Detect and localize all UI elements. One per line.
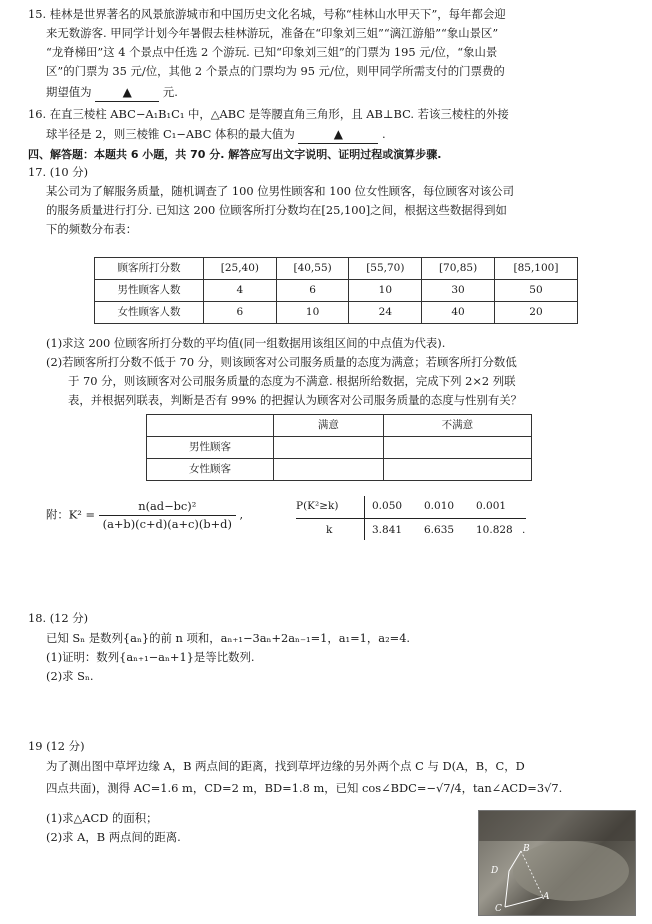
table-cell: 女性顾客 [147,459,274,481]
table-row [147,459,532,481]
table-header-cell: 满意 [274,415,384,437]
p-label: P(K²≥k) [296,500,339,512]
lawn-sketch [479,811,635,915]
k-value: 3.841 [372,524,403,536]
q17-header: 17. (10 分) [28,165,89,179]
table-divider [296,518,526,519]
table-row [95,302,578,324]
table-cell[interactable] [383,437,531,459]
q17-part-1: (1)求这 200 位顾客所打分数的平均值(同一组数据用该组区间的中点值为代表). [46,336,446,350]
table-cell: 10 [349,280,422,302]
q16-prefix: 球半径是 2，则三棱锥 C₁−ABC 体积的最大值为 [46,127,295,141]
k-label: k [326,524,333,536]
q15-line-2: 来无数游客. 甲同学计划今年暑假去桂林游玩，准备在“印象刘三姐”“漓江游船”“象山景区” [46,26,499,40]
q18-line-1: 已知 Sₙ 是数列{aₙ}的前 n 项和，aₙ₊₁−3aₙ+2aₙ₋₁=1，a₁=1，a₂=4. [46,631,411,645]
q19-header: 19 (12 分) [28,739,85,753]
formula-sep: , [239,507,244,522]
table-row [95,258,578,280]
table-cell[interactable] [383,459,531,481]
table-row [147,415,532,437]
table-cell: 20 [494,302,577,324]
q15-last-line [46,84,178,102]
table-cell: 女性顾客人数 [95,302,204,324]
table-header-cell: [40,55) [276,258,349,280]
q17-intro-3: 下的频数分布表： [46,222,138,236]
q15-line-4: 区”的门票为 35 元/位，其他 2 个景点的门票均为 95 元/位，则甲同学所需支付的门票费的 [46,64,505,78]
table-cell: 10 [276,302,349,324]
critical-value-table [296,496,526,542]
q16-suffix: . [381,127,386,141]
answer-blank[interactable]: ▲ [298,126,378,144]
q18-header: 18. (12 分) [28,611,89,625]
q17-intro-2: 的服务质量进行打分. 已知这 200 位顾客所打分数均在[25,100]之间，根据这些数据得到如 [46,203,507,217]
table-header-cell: [70,85) [422,258,495,280]
q15-suffix: 元. [162,85,178,99]
answer-blank[interactable]: ▲ [95,84,159,102]
table-cell: 50 [494,280,577,302]
table-header-cell: [25,40) [204,258,277,280]
point-label-a: A [543,892,550,902]
table-cell: 6 [204,302,277,324]
q16-line-2 [46,126,386,144]
fraction-denominator: (a+b)(c+d)(a+c)(b+d) [102,517,232,531]
q15-line-3: “龙脊梯田”这 4 个景点中任选 2 个游玩. 已知“印象刘三姐”的门票为 195 元/位，“象山景 [46,45,498,59]
p-value: 0.010 [424,500,455,512]
contingency-table [146,414,532,481]
q15-prefix: 期望值为 [46,85,92,99]
k-value: 10.828 [476,524,513,536]
formula-end: . [522,524,526,536]
q19-line-1: 为了测出图中草坪边缘 A，B 两点间的距离，找到草坪边缘的另外两个点 C 与 D(A，B，C，D [46,759,525,773]
q18-line-2: (1)证明：数列{aₙ₊₁−aₙ+1}是等比数列. [46,650,255,664]
table-cell: 30 [422,280,495,302]
table-cell: 24 [349,302,422,324]
table-header-cell: [55,70) [349,258,422,280]
point-label-b: B [523,844,530,854]
formula-label: 附：K² = [46,507,96,522]
q18-line-3: (2)求 Sₙ. [46,669,94,683]
point-label-c: C [495,904,502,914]
k-squared-fraction [99,498,236,533]
table-header-cell: [85,100] [494,258,577,280]
table-cell[interactable] [274,459,384,481]
table-cell: 40 [422,302,495,324]
p-value: 0.001 [476,500,507,512]
q19-line-2: 四点共面)，测得 AC=1.6 m，CD=2 m，BD=1.8 m，已知 cos∠BDC=−√7/4，tan∠ACD=3√7. [46,781,563,795]
q17-part-2-cont: 表，并根据列联表，判断是否有 99% 的把握认为顾客对公司服务质量的态度与性别有关？ [68,393,523,407]
table-cell: 4 [204,280,277,302]
q17-part-2: (2)若顾客所打分数不低于 70 分，则该顾客对公司服务质量的态度为满意；若顾客所打分数低 [46,355,517,369]
table-header-cell: 不满意 [383,415,531,437]
q17-intro-1: 某公司为了解服务质量，随机调查了 100 位男性顾客和 100 位女性顾客，每位顾客对该公司 [46,184,515,198]
table-header-cell [147,415,274,437]
frequency-table [94,257,578,324]
p-value: 0.050 [372,500,403,512]
point-label-d: D [491,866,499,876]
appendix-formula [46,498,243,533]
table-row [147,437,532,459]
table-cell: 男性顾客人数 [95,280,204,302]
section-heading: 四、解答题：本题共 6 小题，共 70 分. 解答应写出文字说明、证明过程或演算步骤. [28,148,442,161]
lawn-photo [478,810,636,916]
table-cell: 6 [276,280,349,302]
table-cell[interactable] [274,437,384,459]
table-cell: 男性顾客 [147,437,274,459]
q15-line-1: 15. 桂林是世界著名的风景旅游城市和中国历史文化名城，号称“桂林山水甲天下”，每年都会迎 [28,7,506,21]
q16-line-1: 16. 在直三棱柱 ABC−A₁B₁C₁ 中，△ABC 是等腰直角三角形，且 AB⊥BC. 若该三棱柱的外接 [28,107,509,121]
q19-part-1: (1)求△ACD 的面积； [46,811,158,825]
table-row [95,280,578,302]
q17-part-2-cont: 于 70 分，则该顾客对公司服务质量的态度为不满意. 根据所给数据，完成下列 2×2 列联 [68,374,516,388]
table-header-cell: 顾客所打分数 [95,258,204,280]
q19-part-2: (2)求 A，B 两点间的距离. [46,830,181,844]
k-value: 6.635 [424,524,455,536]
fraction-numerator: n(ad−bc)² [99,498,236,516]
